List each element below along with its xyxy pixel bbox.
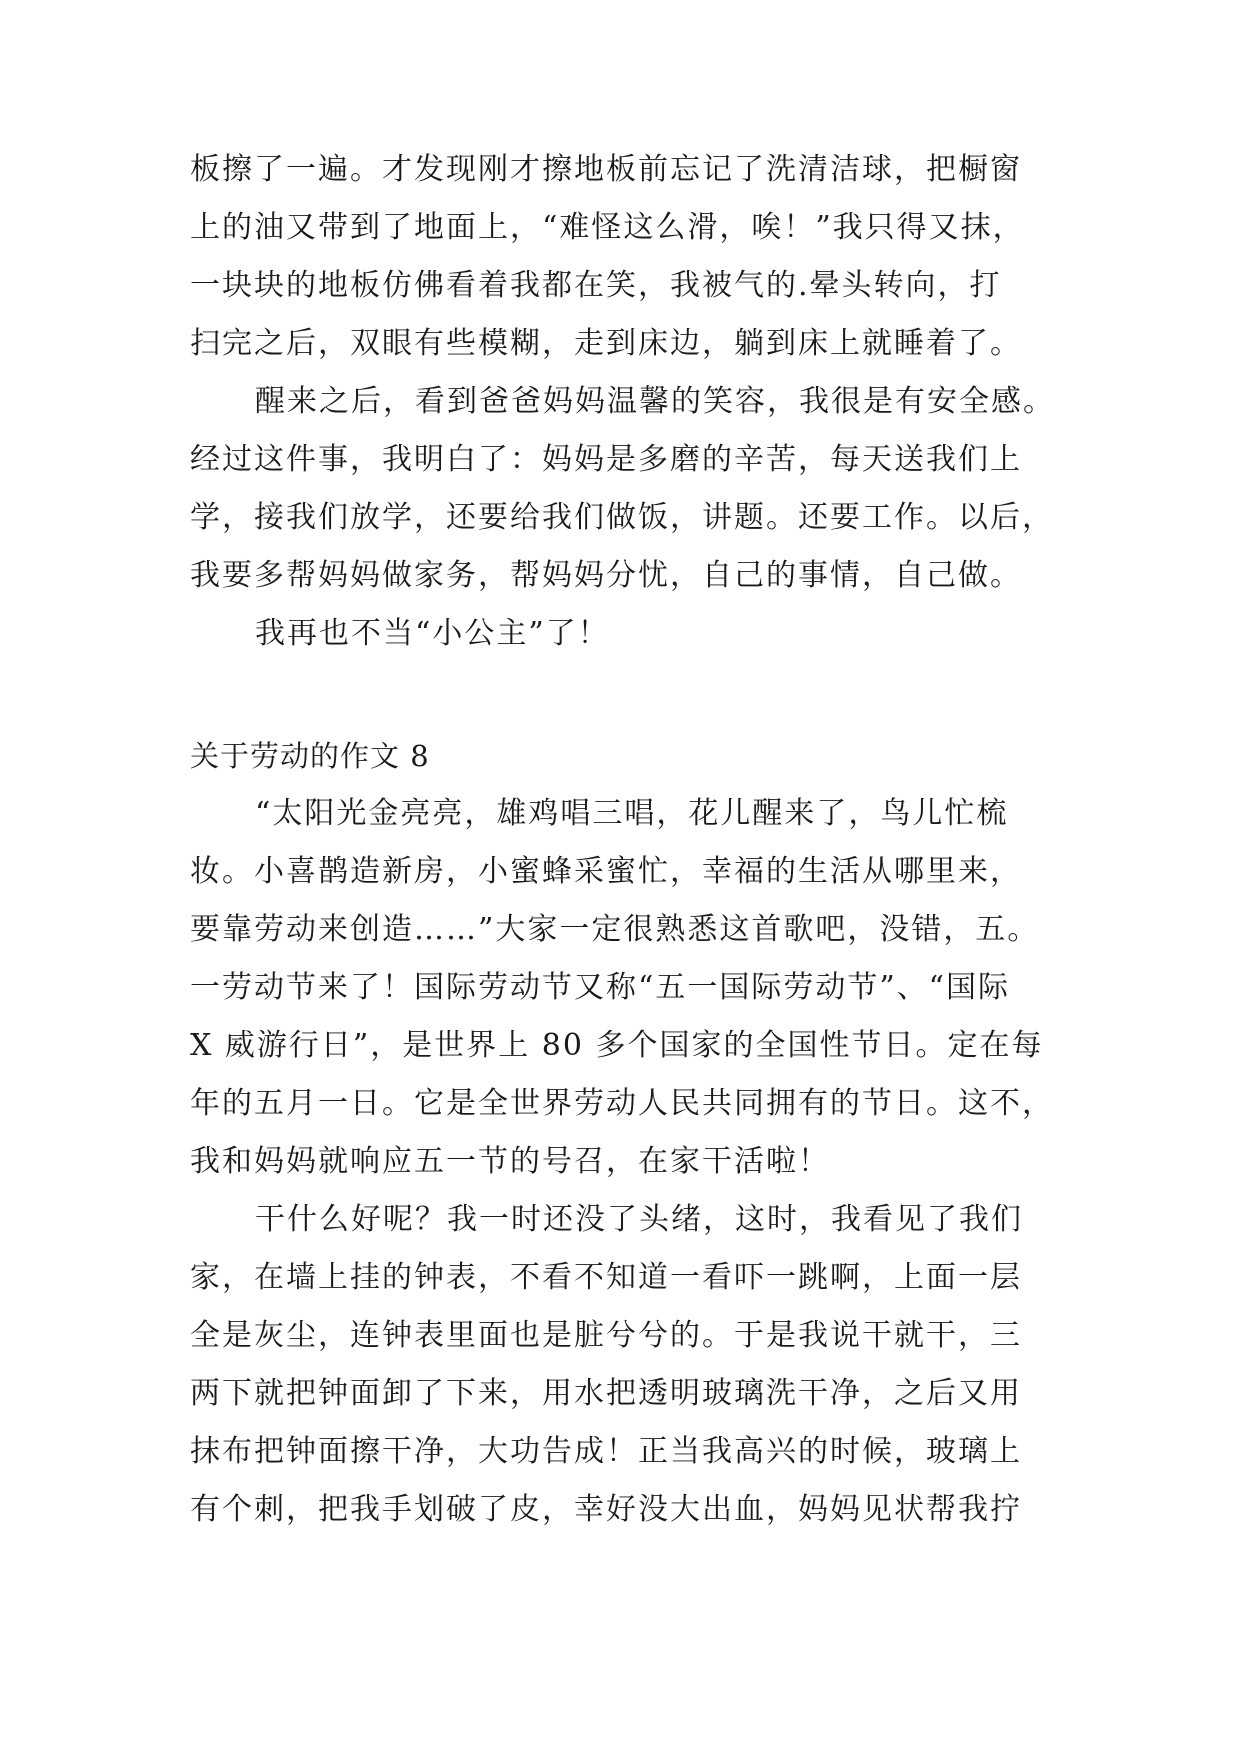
essay-heading: 关于劳动的作文 8 — [190, 739, 430, 773]
paragraph-line: 扫完之后，双眼有些模糊，走到床边，躺到床上就睡着了。 — [190, 326, 1022, 361]
paragraph-line: 干什么好呢？我一时还没了头绪，这时，我看见了我们 — [255, 1202, 1023, 1237]
paragraph-line: 妆。小喜鹊造新房，小蜜蜂采蜜忙，幸福的生活从哪里来， — [190, 854, 1022, 889]
paragraph-line: 抹布把钟面擦干净，大功告成！正当我高兴的时候，玻璃上 — [190, 1434, 1022, 1469]
paragraph-line: X 威游行日”，是世界上 80 多个国家的全国性节日。定在每 — [190, 1028, 1044, 1063]
paragraph-line: 一块块的地板仿佛看着我都在笑，我被气的.晕头转向，打 — [190, 268, 1002, 303]
paragraph-line: 全是灰尘，连钟表里面也是脏兮兮的。于是我说干就干，三 — [190, 1318, 1022, 1353]
paragraph-line: 我和妈妈就响应五一节的号召，在家干活啦！ — [190, 1144, 830, 1179]
paragraph-line: 要靠劳动来创造……”大家一定很熟悉这首歌吧，没错，五。 — [190, 912, 1040, 947]
paragraph-line: 家，在墙上挂的钟表，不看不知道一看吓一跳啊，上面一层 — [190, 1260, 1022, 1295]
paragraph-line: 我要多帮妈妈做家务，帮妈妈分忧，自己的事情，自己做。 — [190, 558, 1022, 593]
paragraph-line: 醒来之后，看到爸爸妈妈温馨的笑容，我很是有安全感。 — [255, 384, 1055, 419]
paragraph-line: 一劳动节来了！国际劳动节又称“五一国际劳动节”、“国际 — [190, 970, 1011, 1005]
paragraph-line: 板擦了一遍。才发现刚才擦地板前忘记了洗清洁球，把橱窗 — [190, 152, 1022, 187]
paragraph-line: 两下就把钟面卸了下来，用水把透明玻璃洗干净，之后又用 — [190, 1376, 1022, 1411]
paragraph-line: 我再也不当“小公主”了！ — [255, 616, 610, 651]
paragraph-line: 有个刺，把我手划破了皮，幸好没大出血，妈妈见状帮我拧 — [190, 1492, 1022, 1527]
paragraph-line: “太阳光金亮亮，雄鸡唱三唱，花儿醒来了，鸟儿忙梳 — [255, 796, 1009, 831]
paragraph-line: 年的五月一日。它是全世界劳动人民共同拥有的节日。这不， — [190, 1086, 1054, 1121]
paragraph-line: 上的油又带到了地面上，“难怪这么滑，唉！”我只得又抹， — [190, 210, 1025, 245]
paragraph-line: 学，接我们放学，还要给我们做饭，讲题。还要工作。以后， — [190, 500, 1054, 535]
paragraph-line: 经过这件事，我明白了：妈妈是多磨的辛苦，每天送我们上 — [190, 442, 1022, 477]
